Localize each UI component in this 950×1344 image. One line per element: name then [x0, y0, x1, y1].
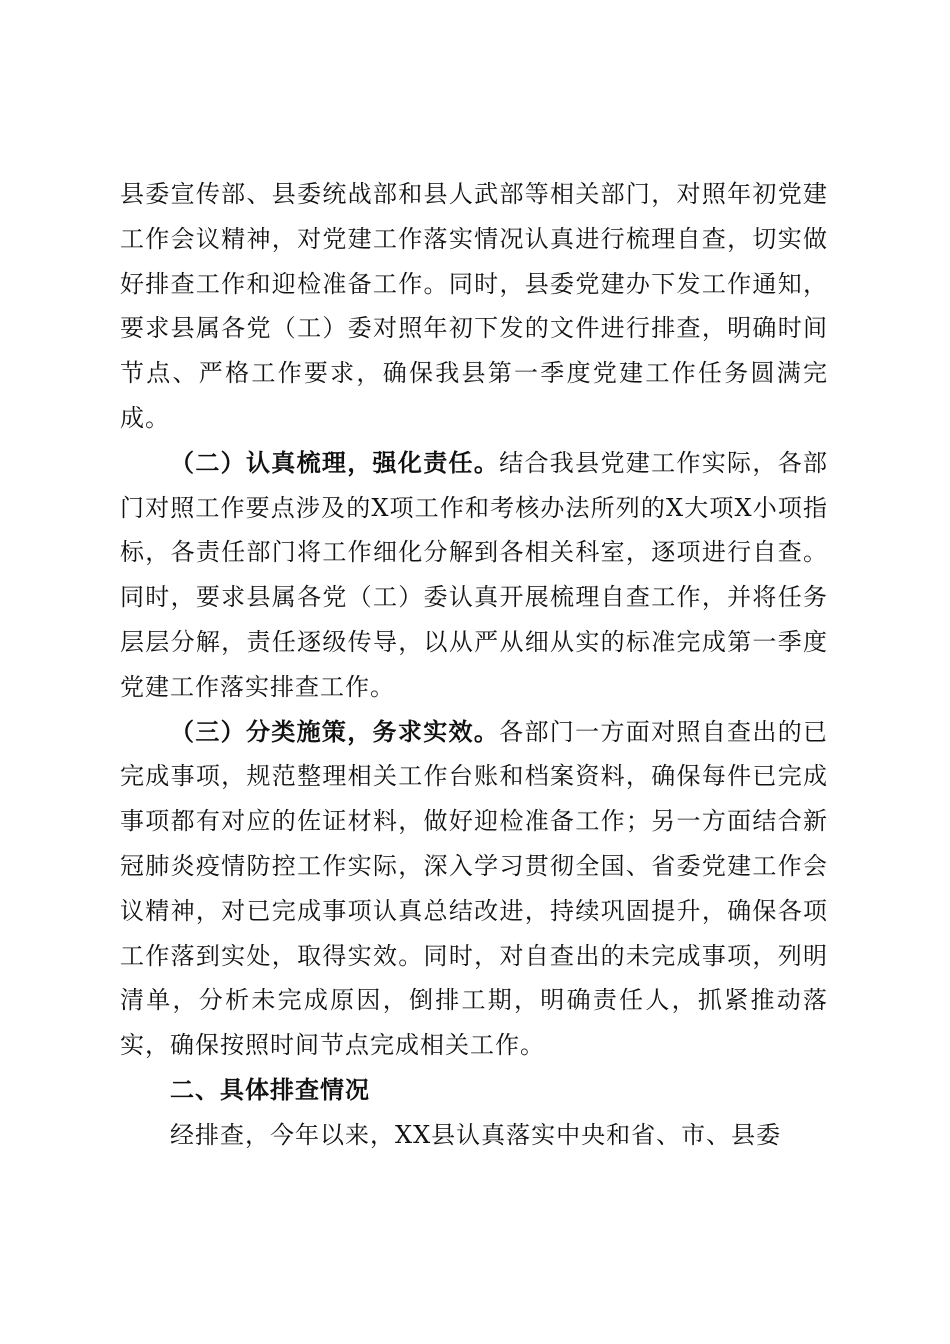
section-3-body: 各部门一方面对照自查出的已完成事项，规范整理相关工作台账和档案资料，确保每件已完成事项都有对应的佐证材料，做好迎检准备工作；另一方面结合新冠肺炎疫情防控工作实际，深入学习贯彻全国、省委党建工作会议精神，对已完成事项认真总结改进，持续巩固提升，确保各项工作落到实处，取得实效。同时，对自查出的未完成事项，列明清单，分析未完成原因，倒排工期，明确责任人，抓紧推动落实，确保按照时间节点完成相关工作。: [120, 717, 829, 1060]
paragraph-check-result: 经排查，今年以来，XX县认真落实中央和省、市、县委: [170, 1120, 782, 1149]
section-2-body: 结合我县党建工作实际，各部门对照工作要点涉及的X项工作和考核办法所列的X大项X小项指标，各责任部门将工作细化分解到各相关科室，逐项进行自查。同时，要求县属各党（工）委认真开展梳理自查工作，并将任务层层分解，责任逐级传导，以从严从细从实的标准完成第一季度党建工作落实排查工作。: [120, 448, 829, 701]
document-body: [120, 172, 828, 1158]
section-3-title: （三）分类施策，务求实效。: [170, 717, 500, 746]
section-2-title: （二）认真梳理，强化责任。: [170, 448, 500, 477]
paragraph-continuation: 县委宣传部、县委统战部和县人武部等相关部门，对照年初党建工作会议精神，对党建工作落实情况认真进行梳理自查，切实做好排查工作和迎检准备工作。同时，县委党建办下发工作通知，要求县属各党（工）委对照年初下发的文件进行排查，明确时间节点、严格工作要求，确保我县第一季度党建工作任务圆满完成。: [120, 180, 828, 432]
heading-specific-check: 二、具体排查情况: [170, 1075, 370, 1104]
paragraph-section-3: [120, 710, 828, 1068]
paragraph-section-2: [120, 441, 828, 710]
